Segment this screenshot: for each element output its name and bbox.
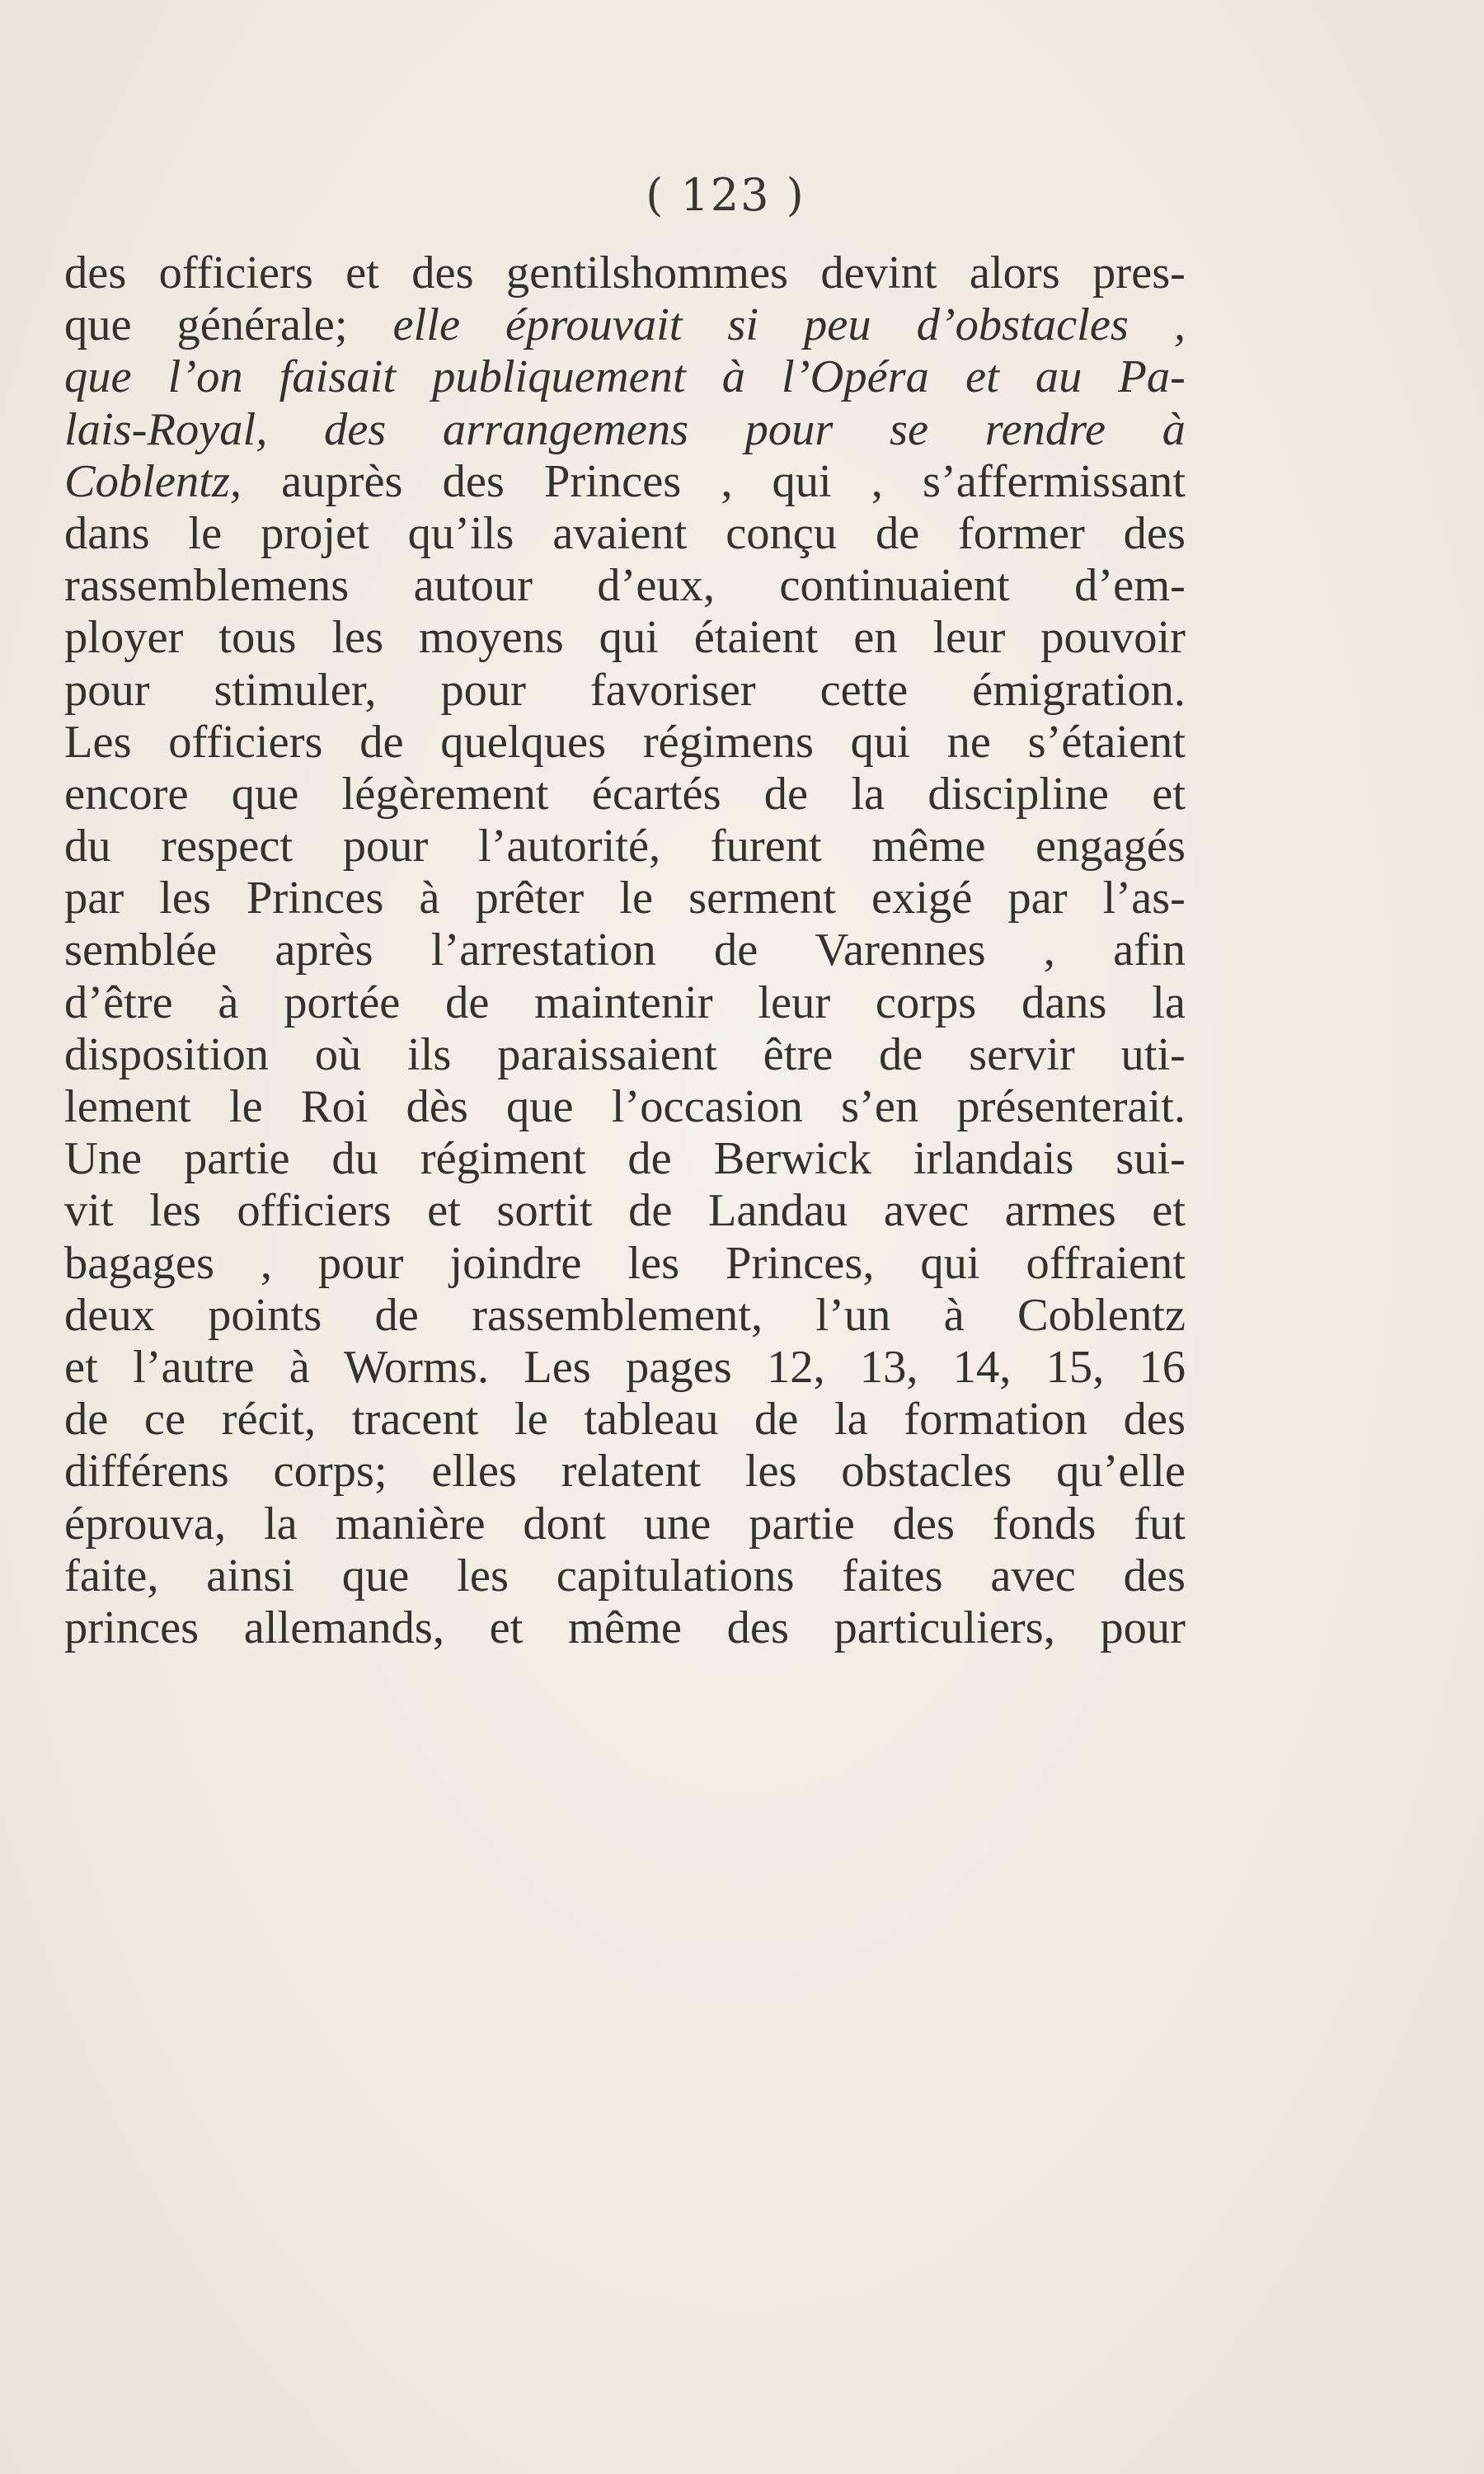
text-line (64, 1185, 1186, 1237)
text-line (64, 872, 1186, 924)
text-line (64, 1394, 1186, 1446)
text-line (64, 299, 1186, 351)
text-line (64, 1550, 1186, 1602)
text-segment: deux points de rassemblement, l’un à Coblentz (64, 1289, 1186, 1341)
text-line (64, 404, 1186, 456)
text-segment: et l’autre à Worms. Les pages 12, 13, 14, 15, 16 (64, 1341, 1186, 1393)
italic-text: Coblentz, (64, 455, 242, 507)
text-segment: de ce récit, tracent le tableau de la formation des (64, 1394, 1186, 1446)
text-line (64, 1133, 1186, 1185)
text-segment: bagages , pour joindre les Princes, qui offraient (64, 1237, 1186, 1289)
italic-text: que l’on faisait publiquement à l’Opéra et au Pa- (64, 351, 1186, 403)
text-line (64, 1498, 1186, 1550)
text-segment: faite, ainsi que les capitulations faites avec des (64, 1550, 1186, 1602)
text-line (64, 1290, 1186, 1342)
text-line (64, 247, 1186, 299)
text-segment: vit les officiers et sortit de Landau avec armes et (64, 1185, 1186, 1237)
text-segment: lement le Roi dès que l’occasion s’en présenterait. (64, 1081, 1186, 1132)
text-segment: Une partie du régiment de Berwick irlandais sui- (64, 1133, 1186, 1185)
text-line (64, 1029, 1186, 1081)
text-segment: des officiers et des gentilshommes devint alors pres- (64, 247, 1186, 299)
text-segment: que générale; (64, 299, 393, 351)
text-segment: disposition où ils paraissaient être de servir uti- (64, 1028, 1186, 1080)
text-segment: semblée après l’arrestation de Varennes , afin (64, 924, 1186, 976)
text-line (64, 1342, 1186, 1394)
text-line (64, 1238, 1186, 1290)
text-line (64, 1446, 1186, 1498)
text-segment: Les officiers de quelques régimens qui ne s’étaient (64, 716, 1186, 768)
italic-text: elle éprouvait si peu d’obstacles , (392, 299, 1186, 351)
text-line (64, 612, 1186, 664)
body-text (64, 247, 1186, 1654)
text-line (64, 769, 1186, 821)
page-number: ( 123 ) (646, 169, 805, 221)
text-segment: princes allemands, et même des particuliers, pour (64, 1602, 1186, 1653)
text-segment: pour stimuler, pour favoriser cette émigration. (64, 664, 1186, 716)
text-line (64, 508, 1186, 560)
text-line (64, 821, 1186, 872)
text-segment: d’être à portée de maintenir leur corps dans la (64, 976, 1186, 1028)
text-segment: du respect pour l’autorité, furent même engagés (64, 821, 1186, 872)
text-segment: encore que légèrement écartés de la discipline et (64, 768, 1186, 820)
text-segment: ployer tous les moyens qui étaient en leur pouvoir (64, 612, 1186, 664)
text-line (64, 977, 1186, 1029)
text-line (64, 560, 1186, 612)
text-line (64, 717, 1186, 769)
text-line (64, 456, 1186, 508)
italic-text: lais-Royal, des arrangemens pour se rendre à (64, 403, 1186, 455)
text-segment: dans le projet qu’ils avaient conçu de former des (64, 507, 1186, 559)
text-line (64, 665, 1186, 717)
text-segment: par les Princes à prêter le serment exigé par l’as- (64, 872, 1186, 924)
text-line (64, 351, 1186, 403)
text-line (64, 924, 1186, 976)
text-line (64, 1081, 1186, 1133)
text-segment: auprès des Princes , qui , s’affermissant (242, 455, 1186, 507)
text-segment: différens corps; elles relatent les obstacles qu’elle (64, 1446, 1186, 1498)
text-line (64, 1602, 1186, 1654)
text-segment: rassemblemens autour d’eux, continuaient d’em- (64, 560, 1186, 612)
text-segment: éprouva, la manière dont une partie des fonds fut (64, 1498, 1186, 1550)
